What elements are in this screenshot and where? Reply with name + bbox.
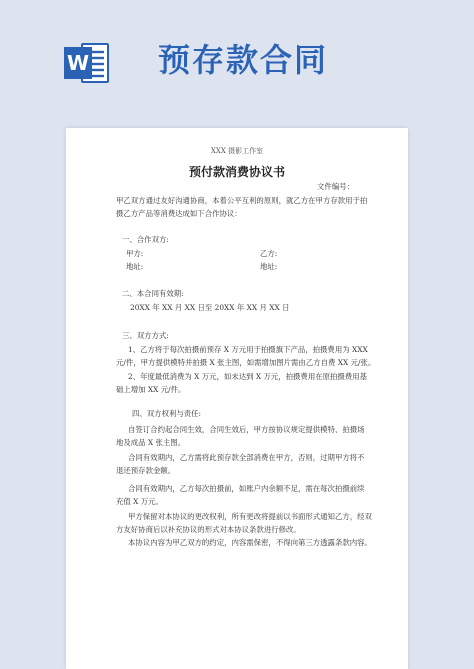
studio-name: XXX 摄影工作室: [210, 147, 264, 155]
document-page: [66, 128, 408, 669]
party-a-label: 甲方:: [126, 249, 144, 258]
clause-4-5: 本协议内容为甲乙双方的约定，内容需保密，不得向第三方透露条款内容。: [128, 538, 372, 547]
clause-4-2-line-2: 退还预存款金额。: [116, 466, 176, 475]
clause-4-3-line-1: 合同有效期内，乙方每次拍摄前，如账户内余额不足，需在每次拍摄前续: [128, 484, 365, 493]
party-a-address-label: 地址:: [126, 262, 144, 271]
clause-4-1-line-1: 自签订合约起合同生效，合同生效后，甲方按协议规定提供模特、拍摄场: [128, 425, 365, 434]
clause-4-3-line-2: 充值 X 万元。: [116, 497, 163, 506]
intro-line-2: 摄乙方产品等消费达成如下合作协议：: [116, 209, 242, 218]
document-title: 预付款消费协议书: [188, 165, 285, 179]
header-banner: [0, 0, 474, 118]
clause-3-2-line-2: 础上增加 XX 元/件。: [116, 385, 186, 394]
clause-3-1-line-2: 元/件，甲方提供模特并拍摄 X 张主图，如需增加图片需由乙方自费 XX 元/张。: [116, 358, 376, 367]
party-b-address-label: 地址:: [260, 262, 278, 271]
section-2-heading: 二、本合同有效期:: [122, 289, 184, 298]
word-icon-letter: W: [66, 51, 90, 75]
clause-3-2-line-1: 2、年度最低消费为 X 万元，如未达到 X 万元，拍摄费用在原拍摄费用基: [128, 372, 367, 381]
intro-line-1: 甲乙双方通过友好沟通协商，本着公平互利的原则，就乙方在甲方存款用于拍: [116, 196, 368, 205]
clause-4-4-line-1: 甲方保留对本协议的更改权利，所有更改将提前以书面形式通知乙方，经双: [128, 512, 372, 521]
word-document-icon: [62, 40, 114, 86]
validity-period: 20XX 年 XX 月 XX 日至 20XX 年 XX 月 XX 日: [130, 303, 290, 312]
section-3-heading: 三、双方方式:: [122, 331, 169, 340]
section-1-heading: 一、合作双方:: [122, 235, 169, 244]
clause-4-2-line-1: 合同有效期内，乙方需将此预存款全部消费在甲方，否则，过期甲方将不: [128, 453, 365, 462]
clause-4-1-line-2: 地及成品 X 张主图。: [116, 438, 186, 447]
page-title: 预存款合同: [158, 41, 329, 79]
clause-3-1-line-1: 1、乙方将于每次拍摄前预存 X 万元用于拍摄旗下产品，拍摄费用为 XXX: [128, 345, 368, 354]
file-number: 文件编号：: [317, 182, 354, 191]
clause-4-4-line-2: 方友好协商后以补充协议的形式对本协议条款进行修改。: [116, 525, 301, 534]
party-b-label: 乙方:: [260, 249, 278, 258]
section-4-heading: 四、双方权利与责任:: [132, 409, 202, 418]
